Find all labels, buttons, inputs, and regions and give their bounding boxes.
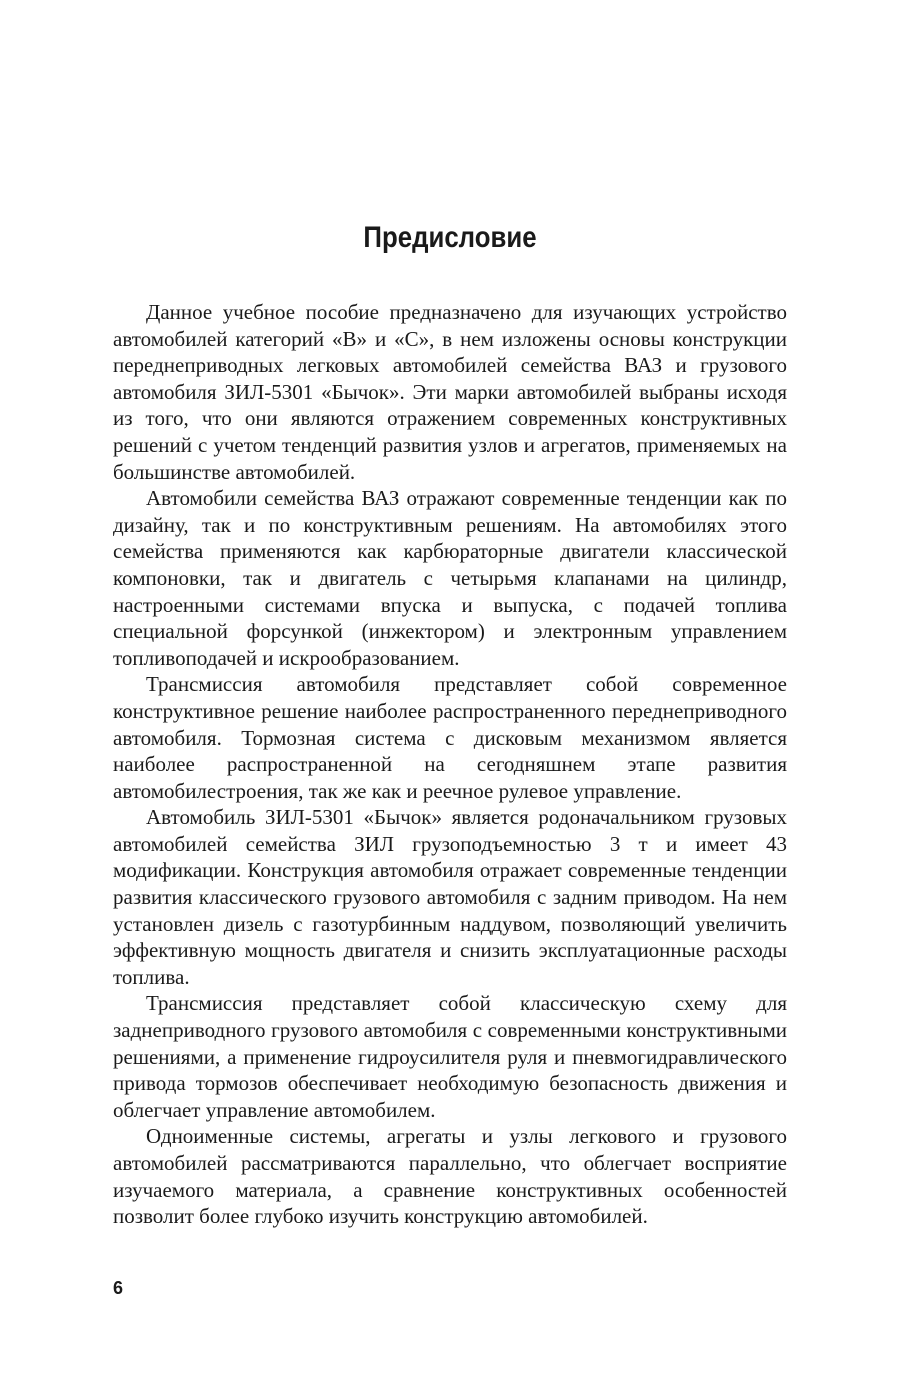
page-title: Предисловие: [363, 221, 537, 254]
paragraph-1: Данное учебное пособие предназначено для изучающих устройство автомобилей категорий «В» и «С», в нем изложены основы конструкции переднеприводных легковых автомобилей семейства ВАЗ и грузового автомобиля ЗИЛ-5301 «Бычок». Эти марки автомобилей выбраны исходя из того, что они являются отражением современных конструктивных решений с учетом тенденций развития узлов и агрегатов, применяемых на большинстве автомобилей.: [113, 300, 787, 484]
paragraph-6: Одноименные системы, агрегаты и узлы легкового и грузового автомобилей рассматриваются параллельно, что облегчает восприятие изучаемого материала, а сравнение конструктивных особенностей позволит более глубоко изучить конструкцию автомобилей.: [113, 1124, 787, 1229]
paragraph-2: Автомобили семейства ВАЗ отражают современные тенденции как по дизайну, так и по конструктивным решениям. На автомобилях этого семейства применяются как карбюраторные двигатели классической компоновки, так и двигатель с четырьмя клапанами на цилиндр, настроенными системами впуска и выпуска, с подачей топлива специальной форсункой (инжектором) и электронным управлением топливоподачей и искрообразованием.: [113, 486, 787, 670]
paragraph-3: Трансмиссия автомобиля представляет собой современное конструктивное решение наиболее распространенного переднеприводного автомобиля. Тормозная система с дисковым механизмом является наиболее распространенной на сегодняшнем этапе развития автомобилестроения, так же как и реечное рулевое управление.: [113, 672, 787, 803]
paragraph-5: Трансмиссия представляет собой классическую схему для заднеприводного грузового автомобиля с современными конструктивными решениями, а применение гидроусилителя руля и пневмогидравлического привода тормозов обеспечивает необходимую безопасность движения и облегчает управление автомобилем.: [113, 991, 787, 1122]
page-number: 6: [113, 1278, 124, 1298]
preface-body: [113, 299, 787, 1230]
paragraph-4: Автомобиль ЗИЛ-5301 «Бычок» является родоначальником грузовых автомобилей семейства ЗИЛ грузоподъемностью 3 т и имеет 43 модификации. Конструкция автомобиля отражает современные тенденции развития классического грузового автомобиля с задним приводом. На нем установлен дизель с газотурбинным наддувом, позволяющий увеличить эффективную мощность двигателя и снизить эксплуатационные расходы топлива.: [113, 805, 787, 989]
